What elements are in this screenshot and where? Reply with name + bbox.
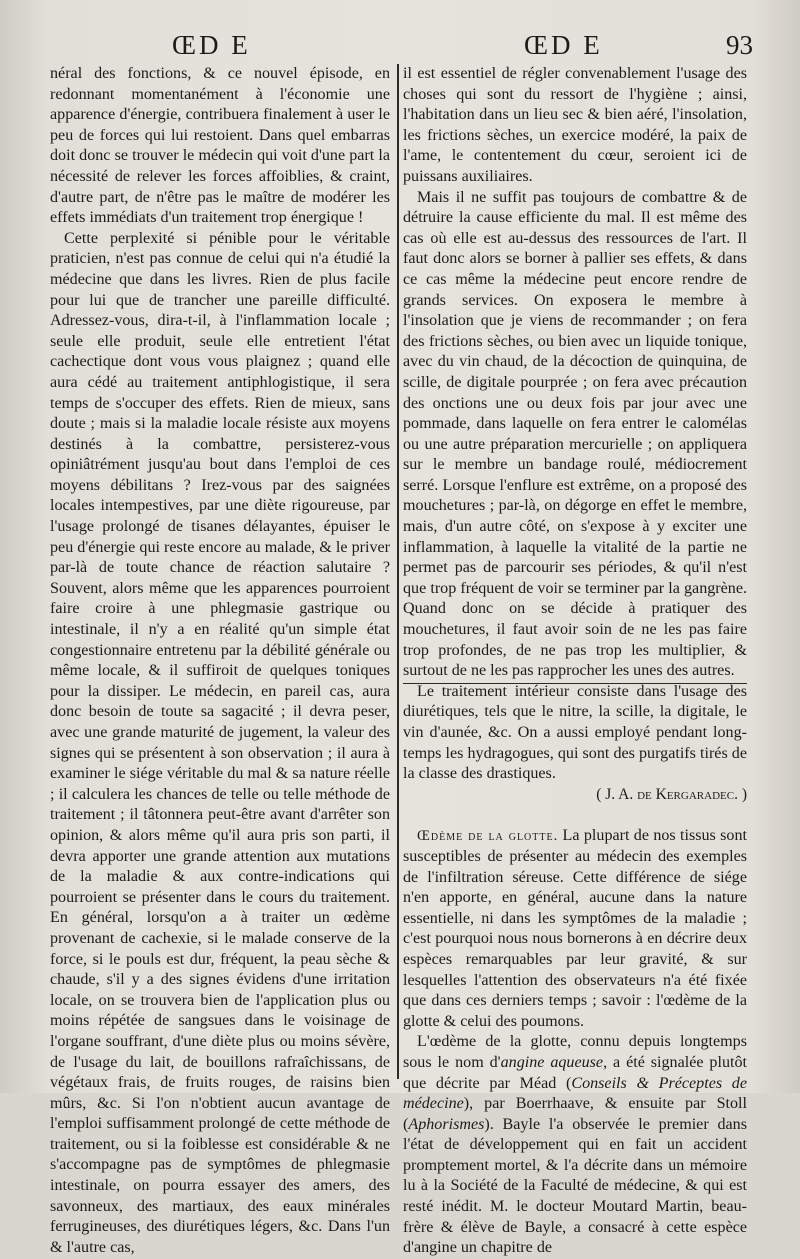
paragraph: Le traitement intérieur consiste dans l'usage des diurétiques, tels que le nitre, la scille, la digitale, le vin d'aunée, &c. On a aussi employé pendant long-temps les hydragogues, qui sont des purgatifs tirés de la classe des drastiques.	[403, 682, 747, 783]
running-header	[0, 30, 800, 64]
section-paragraph: Œdème de la glotte. La plupart de nos tissus sont susceptibles de présenter au médecin des exemples de l'infiltration séreuse. Cette différence de siége n'en apporte, en général, aucune dans la nature essentielle, ni dans les symptômes de la maladie ; c'est pourquoi nous nous bornerons à en décrire deux espèces remarquables par leur gravité, & sur lesquelles l'attention des observateurs n'a été fixée que dans ces derniers temps ; savoir : l'œdème de la glotte & celui des poumons.	[403, 827, 747, 1030]
right-column	[403, 64, 747, 1259]
page-number: 93	[726, 30, 753, 60]
paragraph: L'œdème de la glotte, connu depuis longtemps sous le nom d'angine aqueuse, a été signalée plutôt que décrite par Méad (Conseils & Préceptes de médecine), par Boerrhaave, & ensuite par Stoll (Aphorismes). Bayle l'a observée le premier dans l'état de développement qui en fait un accident promptement mortel, & l'a décrite dans un mémoire lu à la Société de la Faculté de médecine, & qui est resté inédit. M. le docteur Moutard Martin, beau-frère & élève de Bayle, a consacré à cette espèce d'angine un chapitre de	[403, 1033, 747, 1257]
section-separator	[403, 683, 747, 684]
column-divider	[397, 64, 399, 1079]
section-gap	[403, 805, 747, 826]
left-column	[50, 64, 390, 1258]
header-right-title: ŒD E	[524, 30, 603, 60]
paragraph: Cette perplexité si pénible pour le véritable praticien, n'est pas connue de celui qui n'a étudié la médecine que dans les livres. Rien de plus facile pour lui que de trancher une pareille difficulté. Adressez-vous, dira-t-il, à l'inflammation locale ; seule elle produit, seule elle entretient l'état cachectique dont vous vous plaignez ; quand elle aura cédé au traitement antiphlogistique, il sera temps de s'occuper des effets. Rien de mieux, sans doute ; mais si la maladie locale résiste aux moyens destinés à la combattre, persisterez-vous opiniâtrément jusqu'au bout dans l'emploi de ces moyens débilitans ? Irez-vous par des saignées locales intempestives, par une diète rigoureuse, par l'usage prolongé de tisanes délayantes, épuiser le peu d'énergie qui reste encore au malade, & le priver par-là de toute chance de réaction salutaire ? Souvent, alors même que les apparences pourroient faire croire à une phlegmasie gastrique ou intestinale, il n'y a en réalité qu'un simple état congestionnaire entretenu par la débilité générale ou même locale, & il suffiroit de quelques toniques pour la dissiper. Le médecin, en pareil cas, aura donc besoin de toute sa sagacité ; il devra peser, avec une grande maturité de jugement, la valeur des signes qui se présentent à son observation ; il aura à examiner le siége véritable du mal & sa nature réelle ; il calculera les chances de telle ou telle méthode de traitement ; il tâtonnera peut-être avant d'arrêter son opinion, & alors même qu'il aura pris son parti, il devra apporter une grande attention aux mutations de la maladie & aux contre-indications qui pourroient se présenter dans le cours du traitement. En général, lorsqu'on a à traiter un œdème provenant de cachexie, si le malade conserve de la force, si le pouls est dur, fréquent, la peau sèche & chaude, s'il y a des signes évidens d'une irritation locale, on se trouvera bien de l'application plus ou moins répétée de sangsues dans le voisinage de l'organe souffrant, d'une diète plus ou moins sévère, de l'usage du lait, de bouillons rafraîchissans, de végétaux frais, de fruits rouges, de raisins bien mûrs, &c. Si l'on n'obtient aucun avantage de l'emploi suffisamment prolongé de cette méthode de traitement, ou si la foiblesse est considérable & ne s'accompagne pas de symptômes de phlegmasie intestinale, on pourra essayer des amers, des savonneux, des martiaux, des eaux minérales ferrugineuses, des diurétiques légers, &c. Dans l'un & l'autre cas,	[50, 229, 390, 1256]
paragraph: néral des fonctions, & ce nouvel épisode, en redonnant momentanément à l'économie une apparence d'énergie, contribuera finalement à user le peu de forces qui lui restoient. Dans quel embarras doit donc se trouver le médecin qui voit d'une part la nécessité de relever les forces affoiblies, & craint, d'autre part, de n'être pas le maître de modérer les effets immédiats d'un traitement trop énergique !	[50, 65, 390, 227]
section-title: Œdème de la glotte.	[417, 828, 559, 845]
paragraph: il est essentiel de régler convenablement l'usage des choses qui sont du ressort de l'hygiène ; ainsi, l'habitation dans un lieu sec & bien aéré, l'insolation, les frictions sèches, un exercice modéré, la paix de l'ame, le contentement du cœur, seroient ici de puissans auxiliaires.	[403, 65, 747, 185]
author-signature: ( J. A. de Kergaradec. )	[596, 785, 747, 803]
author-name: de Kergaradec.	[637, 785, 738, 803]
paragraph: Mais il ne suffit pas toujours de combattre & de détruire la cause efficiente du mal. Il est même des cas où elle est au-dessus des ressources de l'art. Il faut donc alors se borner à pallier ses effets, & dans ce cas même la médecine peut encore rendre de grands services. On exposera le membre à l'insolation que je viens de recommander ; on fera des frictions sèches, ou bien avec un liquide tonique, avec du vin chaud, de la décoction de quinquina, de scille, de digitale pourprée ; on fera avec précaution des onctions une ou deux fois par jour avec une pommade, dans laquelle on fera entrer le calomélas ou une autre préparation mercurielle ; on appliquera sur le membre un bandage roulé, médiocrement serré. Lorsque l'enflure est extrême, on a proposé des mouchetures ; par-là, on dégorge en effet le membre, mais, d'un autre côté, on s'expose à y exciter une inflammation, à laquelle la vitalité de la partie ne permet pas de parcourir ses périodes, & qu'il n'est que trop fréquent de voir se terminer par la gangrène. Quand donc on se décide à pratiquer des mouchetures, il faut avoir soin de ne les pas faire trop profondes, de ne pas trop les multiplier, & surtout de ne les pas rapprocher les unes des autres.	[403, 188, 747, 680]
header-left-title: ŒD E	[172, 30, 251, 60]
